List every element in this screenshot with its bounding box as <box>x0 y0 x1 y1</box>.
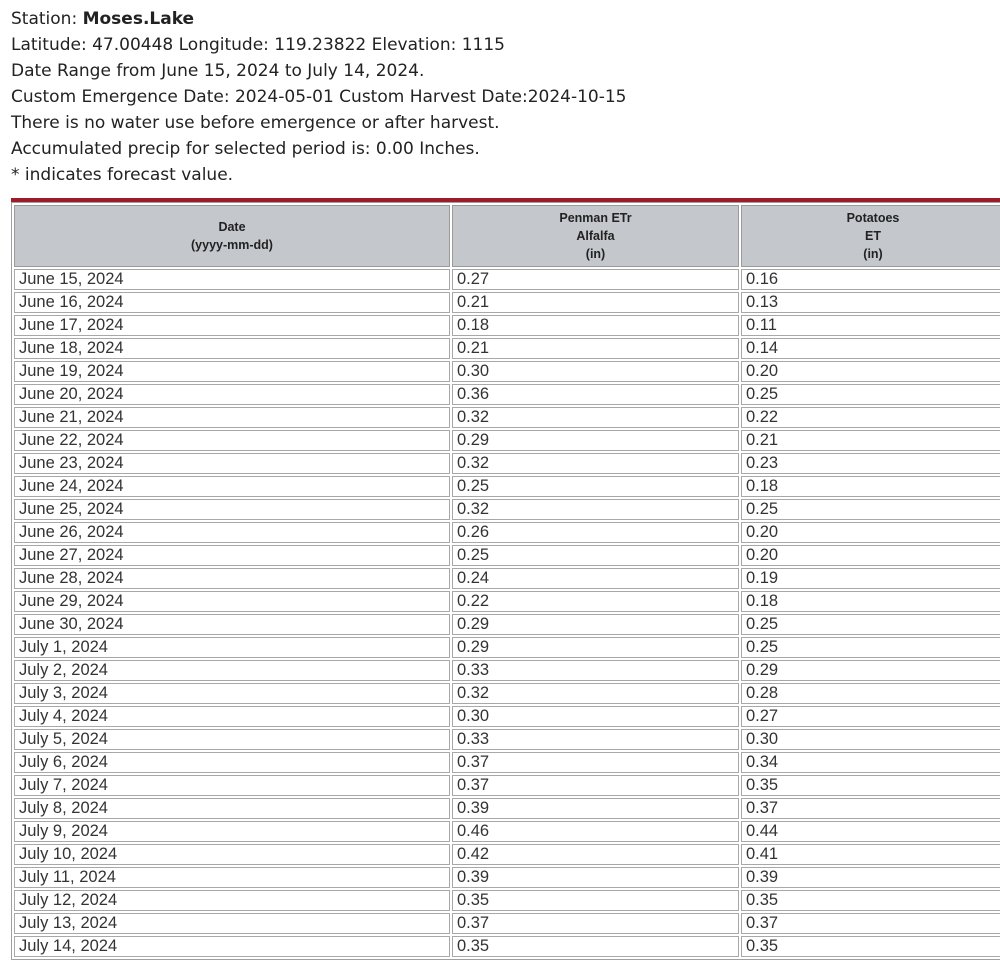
cell-potatoes-et: 0.41 <box>741 844 1000 865</box>
cell-penman-etr: 0.32 <box>452 407 739 428</box>
cell-date: June 15, 2024 <box>14 269 450 290</box>
header-potatoes <box>741 205 1000 267</box>
cell-penman-etr: 0.25 <box>452 476 739 497</box>
cell-date: July 11, 2024 <box>14 867 450 888</box>
cell-penman-etr: 0.21 <box>452 292 739 313</box>
table-row <box>14 384 1000 405</box>
cell-date: June 28, 2024 <box>14 568 450 589</box>
station-label: Station: <box>11 9 83 29</box>
table-row <box>14 844 1000 865</box>
cell-penman-etr: 0.32 <box>452 683 739 704</box>
cell-date: June 30, 2024 <box>14 614 450 635</box>
header-line: Date <box>218 220 246 234</box>
table-row <box>14 407 1000 428</box>
cell-date: July 7, 2024 <box>14 775 450 796</box>
cell-penman-etr: 0.32 <box>452 499 739 520</box>
cell-potatoes-et: 0.37 <box>741 798 1000 819</box>
cell-potatoes-et: 0.39 <box>741 867 1000 888</box>
cell-date: June 26, 2024 <box>14 522 450 543</box>
table-row <box>14 568 1000 589</box>
cell-penman-etr: 0.22 <box>452 591 739 612</box>
table-row <box>14 706 1000 727</box>
cell-date: July 14, 2024 <box>14 936 450 957</box>
station-line <box>11 6 627 32</box>
cell-potatoes-et: 0.20 <box>741 522 1000 543</box>
cell-date: July 3, 2024 <box>14 683 450 704</box>
cell-penman-etr: 0.26 <box>452 522 739 543</box>
table-row <box>14 936 1000 957</box>
table-row <box>14 338 1000 359</box>
table-row <box>14 913 1000 934</box>
table-body <box>14 269 1000 957</box>
station-info <box>11 6 627 188</box>
table-row <box>14 660 1000 681</box>
cell-date: July 5, 2024 <box>14 729 450 750</box>
cell-penman-etr: 0.39 <box>452 867 739 888</box>
cell-date: June 25, 2024 <box>14 499 450 520</box>
table-row <box>14 292 1000 313</box>
cell-potatoes-et: 0.27 <box>741 706 1000 727</box>
date-range-line: Date Range from June 15, 2024 to July 14, 2024. <box>11 61 425 81</box>
cell-penman-etr: 0.33 <box>452 729 739 750</box>
cell-potatoes-et: 0.34 <box>741 752 1000 773</box>
cell-penman-etr: 0.42 <box>452 844 739 865</box>
cell-date: July 6, 2024 <box>14 752 450 773</box>
table-row <box>14 637 1000 658</box>
cell-potatoes-et: 0.18 <box>741 591 1000 612</box>
cell-date: July 2, 2024 <box>14 660 450 681</box>
cell-penman-etr: 0.29 <box>452 430 739 451</box>
cell-potatoes-et: 0.25 <box>741 384 1000 405</box>
table-header-row <box>14 205 1000 267</box>
header-line: (yyyy-mm-dd) <box>191 238 273 252</box>
table-row <box>14 269 1000 290</box>
cell-penman-etr: 0.36 <box>452 384 739 405</box>
cell-penman-etr: 0.29 <box>452 614 739 635</box>
cell-potatoes-et: 0.13 <box>741 292 1000 313</box>
cell-penman-etr: 0.32 <box>452 453 739 474</box>
cell-potatoes-et: 0.20 <box>741 361 1000 382</box>
header-line: Alfalfa <box>576 229 615 243</box>
cell-penman-etr: 0.35 <box>452 890 739 911</box>
cell-potatoes-et: 0.35 <box>741 890 1000 911</box>
cell-potatoes-et: 0.44 <box>741 821 1000 842</box>
cell-potatoes-et: 0.25 <box>741 614 1000 635</box>
header-line: Potatoes <box>846 211 900 225</box>
table-row <box>14 545 1000 566</box>
cell-date: July 1, 2024 <box>14 637 450 658</box>
table-row <box>14 430 1000 451</box>
cell-potatoes-et: 0.16 <box>741 269 1000 290</box>
cell-penman-etr: 0.46 <box>452 821 739 842</box>
cell-potatoes-et: 0.25 <box>741 637 1000 658</box>
cell-penman-etr: 0.37 <box>452 752 739 773</box>
cell-date: June 18, 2024 <box>14 338 450 359</box>
custom-dates-line: Custom Emergence Date: 2024-05-01 Custom Harvest Date:2024-10-15 <box>11 87 627 107</box>
cell-penman-etr: 0.29 <box>452 637 739 658</box>
table-row <box>14 890 1000 911</box>
cell-date: July 12, 2024 <box>14 890 450 911</box>
table-row <box>14 476 1000 497</box>
cell-potatoes-et: 0.20 <box>741 545 1000 566</box>
cell-penman-etr: 0.21 <box>452 338 739 359</box>
cell-potatoes-et: 0.14 <box>741 338 1000 359</box>
cell-date: June 20, 2024 <box>14 384 450 405</box>
cell-penman-etr: 0.25 <box>452 545 739 566</box>
cell-penman-etr: 0.27 <box>452 269 739 290</box>
cell-potatoes-et: 0.22 <box>741 407 1000 428</box>
cell-penman-etr: 0.37 <box>452 775 739 796</box>
table-row <box>14 867 1000 888</box>
table-row <box>14 683 1000 704</box>
cell-penman-etr: 0.37 <box>452 913 739 934</box>
table-row <box>14 499 1000 520</box>
cell-penman-etr: 0.33 <box>452 660 739 681</box>
cell-potatoes-et: 0.19 <box>741 568 1000 589</box>
header-date <box>14 205 450 267</box>
cell-penman-etr: 0.24 <box>452 568 739 589</box>
cell-date: June 16, 2024 <box>14 292 450 313</box>
header-line: (in) <box>863 247 883 261</box>
cell-date: June 21, 2024 <box>14 407 450 428</box>
header-line: (in) <box>585 247 606 261</box>
et-table <box>11 202 1000 960</box>
cell-date: June 17, 2024 <box>14 315 450 336</box>
cell-penman-etr: 0.35 <box>452 936 739 957</box>
et-table-wrapper <box>11 202 1000 960</box>
cell-date: June 29, 2024 <box>14 591 450 612</box>
cell-date: July 10, 2024 <box>14 844 450 865</box>
cell-penman-etr: 0.18 <box>452 315 739 336</box>
cell-penman-etr: 0.30 <box>452 706 739 727</box>
cell-date: June 22, 2024 <box>14 430 450 451</box>
cell-potatoes-et: 0.29 <box>741 660 1000 681</box>
cell-penman-etr: 0.39 <box>452 798 739 819</box>
cell-potatoes-et: 0.35 <box>741 936 1000 957</box>
table-row <box>14 315 1000 336</box>
precip-line: Accumulated precip for selected period is: 0.00 Inches. <box>11 139 480 159</box>
water-note-line: There is no water use before emergence or after harvest. <box>11 113 500 133</box>
cell-date: June 24, 2024 <box>14 476 450 497</box>
cell-potatoes-et: 0.37 <box>741 913 1000 934</box>
cell-potatoes-et: 0.21 <box>741 430 1000 451</box>
table-row <box>14 614 1000 635</box>
cell-potatoes-et: 0.23 <box>741 453 1000 474</box>
cell-potatoes-et: 0.18 <box>741 476 1000 497</box>
table-row <box>14 775 1000 796</box>
cell-penman-etr: 0.30 <box>452 361 739 382</box>
cell-date: June 19, 2024 <box>14 361 450 382</box>
cell-date: July 9, 2024 <box>14 821 450 842</box>
header-line: ET <box>865 229 881 243</box>
table-row <box>14 453 1000 474</box>
forecast-note-line: * indicates forecast value. <box>11 165 234 185</box>
table-row <box>14 591 1000 612</box>
cell-date: July 8, 2024 <box>14 798 450 819</box>
table-row <box>14 522 1000 543</box>
cell-potatoes-et: 0.35 <box>741 775 1000 796</box>
cell-potatoes-et: 0.30 <box>741 729 1000 750</box>
header-penman <box>452 205 739 267</box>
station-name: Moses.Lake <box>82 9 195 29</box>
table-row <box>14 821 1000 842</box>
cell-potatoes-et: 0.25 <box>741 499 1000 520</box>
table-row <box>14 798 1000 819</box>
table-row <box>14 752 1000 773</box>
cell-potatoes-et: 0.28 <box>741 683 1000 704</box>
cell-date: July 4, 2024 <box>14 706 450 727</box>
cell-date: July 13, 2024 <box>14 913 450 934</box>
header-line: Penman ETr <box>559 211 632 225</box>
table-row <box>14 361 1000 382</box>
cell-potatoes-et: 0.11 <box>741 315 1000 336</box>
table-row <box>14 729 1000 750</box>
cell-date: June 23, 2024 <box>14 453 450 474</box>
cell-date: June 27, 2024 <box>14 545 450 566</box>
coords-line: Latitude: 47.00448 Longitude: 119.23822 Elevation: 1115 <box>11 35 505 55</box>
